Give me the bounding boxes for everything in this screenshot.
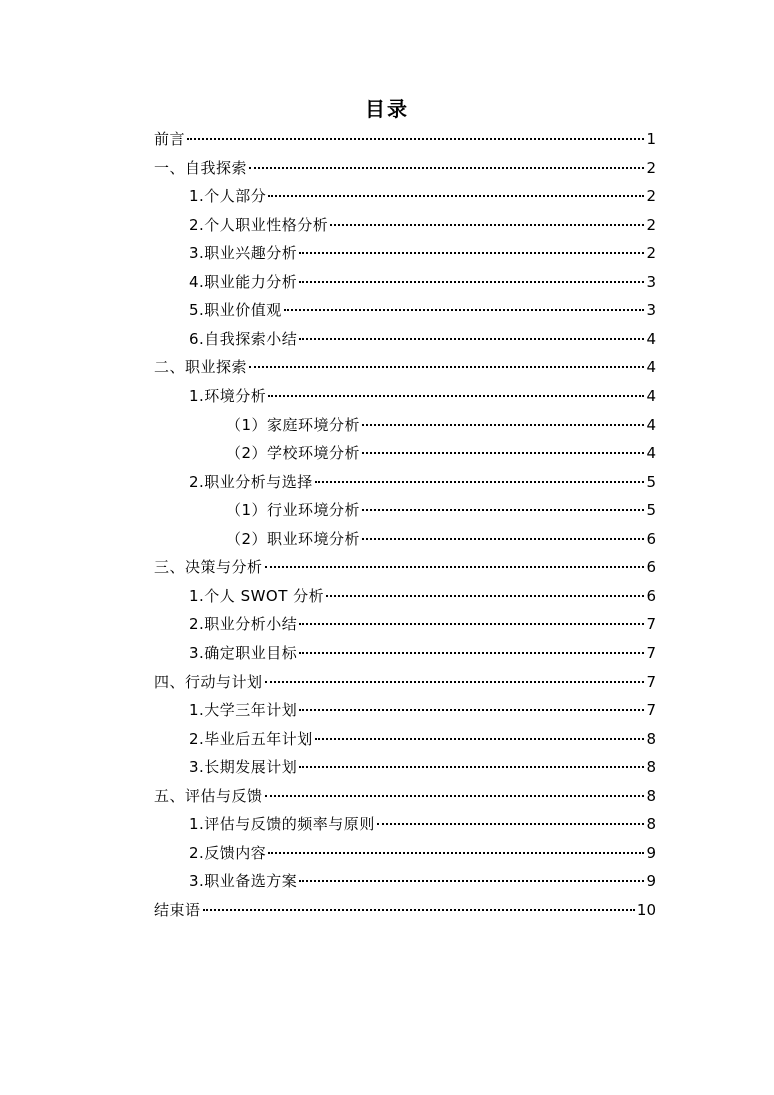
toc-page-number: 6 bbox=[646, 529, 656, 548]
toc-dot-leader bbox=[362, 451, 644, 454]
toc-entry[interactable] bbox=[189, 841, 656, 865]
toc-dot-leader bbox=[362, 423, 644, 426]
toc-entry[interactable] bbox=[189, 184, 656, 208]
toc-page-number: 5 bbox=[646, 472, 656, 491]
toc-entry-label: （2）学校环境分析 bbox=[226, 444, 361, 463]
toc-page-number: 4 bbox=[646, 358, 656, 377]
toc-dot-leader bbox=[326, 594, 644, 597]
toc-entry[interactable] bbox=[189, 869, 656, 893]
toc-entry-label: 1.个人 SWOT 分析 bbox=[189, 586, 325, 605]
toc-dot-leader bbox=[299, 622, 644, 625]
toc-entry-label: （1）行业环境分析 bbox=[226, 501, 361, 520]
toc-entry-label: 四、行动与计划 bbox=[154, 672, 263, 691]
toc-entry-label: 2.毕业后五年计划 bbox=[189, 729, 313, 748]
page-title: 目录 bbox=[365, 97, 409, 121]
toc-page-number: 7 bbox=[646, 672, 656, 691]
toc-dot-leader bbox=[299, 251, 644, 254]
toc-dot-leader bbox=[299, 651, 644, 654]
toc-entry-label: 1.评估与反馈的频率与原则 bbox=[189, 815, 375, 834]
toc-page-number: 3 bbox=[646, 272, 656, 291]
toc-entry[interactable] bbox=[189, 327, 656, 351]
toc-dot-leader bbox=[268, 194, 644, 197]
toc-dot-leader bbox=[265, 565, 645, 568]
toc-dot-leader bbox=[362, 508, 644, 511]
toc-entry-label: （1）家庭环境分析 bbox=[226, 415, 361, 434]
toc-dot-leader bbox=[299, 337, 644, 340]
toc-entry[interactable] bbox=[154, 898, 656, 922]
toc-entry-label: 一、自我探索 bbox=[154, 158, 248, 177]
toc-page-number: 8 bbox=[646, 729, 656, 748]
toc-entry-label: 3.确定职业目标 bbox=[189, 643, 298, 662]
toc-page-number: 1 bbox=[646, 130, 656, 148]
toc-page-number: 8 bbox=[646, 815, 656, 834]
toc-entry[interactable] bbox=[189, 641, 656, 665]
toc-page-number: 8 bbox=[646, 786, 656, 805]
toc-entry-label: 2.反馈内容 bbox=[189, 843, 267, 862]
toc-entry-label: 二、职业探索 bbox=[154, 358, 248, 377]
toc-page-number: 4 bbox=[646, 386, 656, 405]
toc-page-number: 2 bbox=[646, 187, 656, 206]
toc-dot-leader bbox=[299, 879, 644, 882]
toc-entry-label: 2.个人职业性格分析 bbox=[189, 215, 329, 234]
toc-entry[interactable] bbox=[189, 755, 656, 779]
toc-entry[interactable] bbox=[154, 156, 656, 180]
toc-page-number: 4 bbox=[646, 329, 656, 348]
toc-entry[interactable] bbox=[189, 213, 656, 237]
toc-dot-leader bbox=[249, 365, 644, 368]
toc-page-number: 7 bbox=[646, 615, 656, 634]
toc-entry-label: 6.自我探索小结 bbox=[189, 329, 298, 348]
toc-page-number: 2 bbox=[646, 244, 656, 263]
toc-entry-label: （2）职业环境分析 bbox=[226, 529, 361, 548]
toc-dot-leader bbox=[265, 680, 645, 683]
toc-page-number: 9 bbox=[646, 843, 656, 862]
toc-entry-label: 1.环境分析 bbox=[189, 386, 267, 405]
toc-page-number: 10 bbox=[636, 900, 656, 919]
toc-entry-label: 三、决策与分析 bbox=[154, 558, 263, 577]
toc-dot-leader bbox=[362, 537, 644, 540]
toc-page-number: 2 bbox=[646, 215, 656, 234]
toc-dot-leader bbox=[265, 794, 645, 797]
toc-entry[interactable] bbox=[189, 584, 656, 608]
toc-page-number: 7 bbox=[646, 643, 656, 662]
toc-entry[interactable] bbox=[154, 355, 656, 379]
toc-dot-leader bbox=[315, 480, 645, 483]
toc-dot-leader bbox=[249, 166, 644, 169]
toc-page-number: 6 bbox=[646, 586, 656, 605]
toc-dot-leader bbox=[299, 708, 644, 711]
toc-entry-label: 3.职业兴趣分析 bbox=[189, 244, 298, 263]
toc-entry[interactable] bbox=[154, 670, 656, 694]
toc-dot-leader bbox=[330, 223, 644, 226]
toc-dot-leader bbox=[203, 908, 635, 911]
toc-entry-label: 1.个人部分 bbox=[189, 187, 267, 206]
toc-entry[interactable] bbox=[226, 527, 656, 551]
toc-entry[interactable] bbox=[189, 384, 656, 408]
toc-entry-label: 前言 bbox=[154, 130, 186, 148]
toc-entry[interactable] bbox=[189, 298, 656, 322]
toc-page-number: 3 bbox=[646, 301, 656, 320]
toc-dot-leader bbox=[187, 137, 644, 140]
toc-entry-label: 五、评估与反馈 bbox=[154, 786, 263, 805]
toc-page-number: 8 bbox=[646, 758, 656, 777]
toc-entry[interactable] bbox=[226, 441, 656, 465]
toc-entry-label: 结束语 bbox=[154, 900, 201, 919]
toc-entry-label: 2.职业分析小结 bbox=[189, 615, 298, 634]
toc-entry-label: 3.长期发展计划 bbox=[189, 758, 298, 777]
toc-dot-leader bbox=[268, 394, 644, 397]
toc-entry[interactable] bbox=[189, 241, 656, 265]
toc-entry[interactable] bbox=[154, 127, 656, 151]
toc-dot-leader bbox=[299, 765, 644, 768]
toc-entry-label: 5.职业价值观 bbox=[189, 301, 282, 320]
toc-entry[interactable] bbox=[226, 413, 656, 437]
toc-dot-leader bbox=[299, 280, 644, 283]
toc-dot-leader bbox=[315, 737, 645, 740]
toc-page-number: 5 bbox=[646, 501, 656, 520]
toc-entry[interactable] bbox=[154, 784, 656, 808]
toc-entry[interactable] bbox=[189, 812, 656, 836]
toc-entry-label: 1.大学三年计划 bbox=[189, 701, 298, 719]
toc-entry[interactable] bbox=[189, 270, 656, 294]
toc-dot-leader bbox=[268, 851, 644, 854]
toc-page-number: 4 bbox=[646, 415, 656, 434]
toc-entry[interactable] bbox=[154, 555, 656, 579]
toc-page-number: 6 bbox=[646, 558, 656, 577]
toc-dot-leader bbox=[284, 308, 645, 311]
toc-entry[interactable] bbox=[189, 727, 656, 751]
toc-entry-label: 3.职业备选方案 bbox=[189, 872, 298, 891]
toc-entry[interactable] bbox=[189, 612, 656, 636]
toc-entry[interactable] bbox=[226, 498, 656, 522]
toc-entry-label: 4.职业能力分析 bbox=[189, 272, 298, 291]
toc-page-number: 4 bbox=[646, 444, 656, 463]
toc-entry[interactable] bbox=[189, 698, 656, 722]
toc-page-number: 9 bbox=[646, 872, 656, 891]
toc-dot-leader bbox=[377, 822, 645, 825]
toc-page-number: 2 bbox=[646, 158, 656, 177]
toc-entry-label: 2.职业分析与选择 bbox=[189, 472, 313, 491]
toc-page-number: 7 bbox=[646, 701, 656, 719]
toc-entry[interactable] bbox=[189, 470, 656, 494]
